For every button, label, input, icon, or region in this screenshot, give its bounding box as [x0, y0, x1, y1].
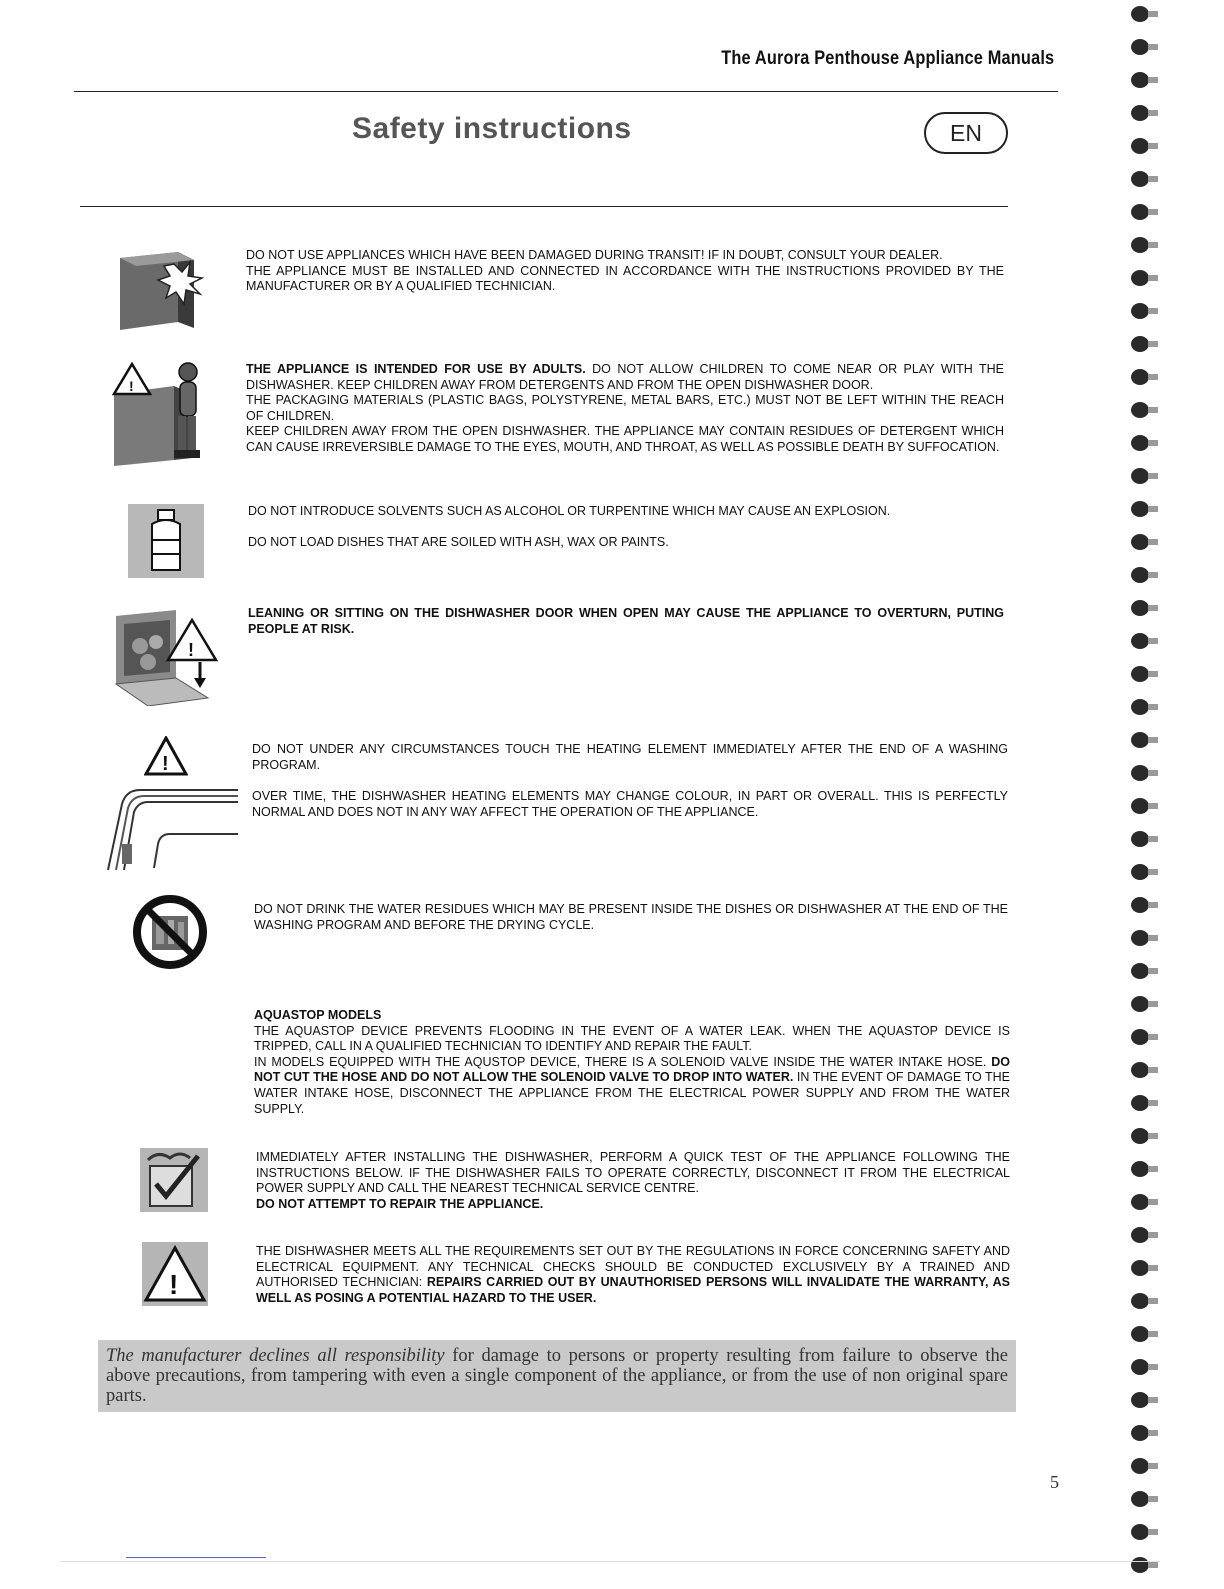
aquastop-p2 — [254, 1055, 1010, 1117]
binding-ring — [1131, 930, 1149, 946]
binding-hole — [1148, 209, 1158, 215]
binding-hole — [1148, 803, 1158, 809]
children-warning-p2: THE PACKAGING MATERIALS (PLASTIC BAGS, POLYSTYRENE, METAL BARS, ETC.) MUST NOT BE LEFT WITHIN THE REACH OF CHILDREN. — [246, 393, 1004, 423]
binding-hole — [1148, 1166, 1158, 1172]
binding-hole — [1148, 1001, 1158, 1007]
binding-ring — [1131, 1128, 1149, 1144]
binding-ring — [1131, 468, 1149, 484]
binding-hole — [1148, 1331, 1158, 1337]
binding-hole — [1148, 1529, 1158, 1535]
binding-hole — [1148, 374, 1158, 380]
binding-hole — [1148, 770, 1158, 776]
binding-hole — [1148, 143, 1158, 149]
binding-hole — [1148, 44, 1158, 50]
svg-text:!: ! — [129, 378, 134, 394]
binding-hole — [1148, 1100, 1158, 1106]
binding-hole — [1148, 11, 1158, 17]
heating-warning — [252, 742, 1008, 820]
binding-ring — [1131, 567, 1149, 583]
binding-ring — [1131, 39, 1149, 55]
binding-ring — [1131, 864, 1149, 880]
binding-ring — [1131, 765, 1149, 781]
binding-ring — [1131, 831, 1149, 847]
binding-ring — [1131, 666, 1149, 682]
binding-hole — [1148, 671, 1158, 677]
heating-element-icon — [100, 784, 240, 879]
solvents-warning — [248, 504, 1004, 550]
binding-hole — [1148, 836, 1158, 842]
transit-warning-p2: THE APPLIANCE MUST BE INSTALLED AND CONNECTED IN ACCORDANCE WITH THE INSTRUCTIONS PROVIDED BY THE MANUFACTURER OR BY A QUALIFIED TECHNICIAN. — [246, 263, 1004, 294]
binding-hole — [1148, 341, 1158, 347]
regulations-p1 — [256, 1244, 1010, 1306]
children-warning-p1 — [246, 362, 1004, 393]
door-warning-p1: LEANING OR SITTING ON THE DISHWASHER DOOR WHEN OPEN MAY CAUSE THE APPLIANCE TO OVERTURN, PUTING PEOPLE AT RISK. — [248, 606, 1004, 636]
water-warning-p1: DO NOT DRINK THE WATER RESIDUES WHICH MAY BE PRESENT INSIDE THE DISHES OR DISHWASHER AT THE END OF THE WASHING PROGRAM AND BEFORE THE DRYING CYCLE. — [254, 902, 1008, 932]
binding-ring — [1131, 1491, 1149, 1507]
binding-hole — [1148, 539, 1158, 545]
aquastop-section — [254, 1008, 1010, 1117]
quick-test-p1: IMMEDIATELY AFTER INSTALLING THE DISHWASHER, PERFORM A QUICK TEST OF THE APPLIANCE FOLLOWING THE INSTRUCTIONS BELOW. IF THE DISHWASHER FAILS TO OPERATE CORRECTLY, DISCONNECT IT FROM THE ELECTRICAL POWER SUPPLY AND CALL THE NEAREST TECHNICAL SERVICE CENTRE. — [256, 1150, 1010, 1196]
transit-warning — [246, 248, 1004, 295]
aquastop-p2-intro: IN MODELS EQUIPPED WITH THE AQUSTOP DEVICE, THERE IS A SOLENOID VALVE INSIDE THE WATER INTAKE HOSE. — [254, 1054, 992, 1069]
binding-ring — [1131, 402, 1149, 418]
binding-ring — [1131, 1227, 1149, 1243]
binding-ring — [1131, 633, 1149, 649]
binding-hole — [1148, 506, 1158, 512]
binding-ring — [1131, 1095, 1149, 1111]
spiral-binding — [1126, 0, 1162, 1584]
solvents-warning-p2: DO NOT LOAD DISHES THAT ARE SOILED WITH ASH, WAX OR PAINTS. — [248, 534, 669, 549]
binding-ring — [1131, 1557, 1149, 1573]
svg-text:!: ! — [188, 640, 194, 660]
disclaimer-text: for damage to persons or property resulting from failure to observe the above precautions, from tampering with even a single component of the appliance, or from the use of non original spare parts. — [106, 1346, 1009, 1406]
footer-rule — [60, 1561, 1160, 1562]
binding-ring — [1131, 798, 1149, 814]
solvent-bottle-icon — [128, 504, 204, 583]
binding-hole — [1148, 407, 1158, 413]
door-warning — [248, 606, 1004, 637]
binding-ring — [1131, 303, 1149, 319]
binding-ring — [1131, 897, 1149, 913]
binding-hole — [1148, 77, 1158, 83]
binding-ring — [1131, 270, 1149, 286]
binding-ring — [1131, 534, 1149, 550]
binding-ring — [1131, 963, 1149, 979]
binding-ring — [1131, 204, 1149, 220]
binding-hole — [1148, 308, 1158, 314]
binding-hole — [1148, 869, 1158, 875]
children-warning-lead: THE APPLIANCE IS INTENDED FOR USE BY ADULTS. — [246, 362, 586, 376]
footer-link-line — [126, 1557, 266, 1558]
binding-hole — [1148, 638, 1158, 644]
binding-ring — [1131, 1194, 1149, 1210]
binding-ring — [1131, 435, 1149, 451]
language-label: EN — [950, 119, 982, 146]
binding-ring — [1131, 1326, 1149, 1342]
title-rule — [80, 206, 1008, 207]
quick-test-p2: DO NOT ATTEMPT TO REPAIR THE APPLIANCE. — [256, 1196, 544, 1211]
page-title: Safety instructions — [352, 112, 632, 145]
binding-ring — [1131, 1458, 1149, 1474]
aquastop-heading: AQUASTOP MODELS — [254, 1008, 382, 1022]
hazard-triangle-icon — [144, 736, 188, 781]
binding-hole — [1148, 1133, 1158, 1139]
svg-text:!: ! — [169, 1269, 179, 1300]
binding-ring — [1131, 336, 1149, 352]
binding-ring — [1131, 1359, 1149, 1375]
disclaimer-banner — [98, 1340, 1016, 1412]
binding-ring — [1131, 501, 1149, 517]
binding-hole — [1148, 1364, 1158, 1370]
binding-hole — [1148, 1067, 1158, 1073]
binding-ring — [1131, 237, 1149, 253]
binding-ring — [1131, 1392, 1149, 1408]
binding-ring — [1131, 732, 1149, 748]
regulations-warning: REPAIRS CARRIED OUT BY UNAUTHORISED PERSONS WILL INVALIDATE THE WARRANTY, AS WELL AS POSING A POTENTIAL HAZARD TO THE USER. — [256, 1275, 1010, 1305]
binding-ring — [1131, 996, 1149, 1012]
binding-hole — [1148, 968, 1158, 974]
binding-hole — [1148, 1430, 1158, 1436]
binding-hole — [1148, 737, 1158, 743]
binding-hole — [1148, 935, 1158, 941]
binding-ring — [1131, 1029, 1149, 1045]
binding-ring — [1131, 171, 1149, 187]
regulations-section — [256, 1244, 1010, 1306]
page-number: 5 — [1050, 1472, 1059, 1492]
binding-hole — [1148, 1562, 1158, 1568]
binding-ring — [1131, 1260, 1149, 1276]
binding-ring — [1131, 6, 1149, 22]
solvents-warning-p1: DO NOT INTRODUCE SOLVENTS SUCH AS ALCOHOL OR TURPENTINE WHICH MAY CAUSE AN EXPLOSION. — [248, 504, 891, 518]
binding-hole — [1148, 440, 1158, 446]
disclaimer-italic: The manufacturer declines all responsibility — [106, 1346, 445, 1366]
binding-hole — [1148, 242, 1158, 248]
no-drinking-icon — [132, 894, 208, 975]
aquastop-p2-warning: DO NOT CUT THE HOSE AND DO NOT ALLOW THE SOLENOID VALVE TO DROP INTO WATER. — [254, 1054, 1010, 1085]
binding-hole — [1148, 1034, 1158, 1040]
binding-ring — [1131, 1062, 1149, 1078]
binding-ring — [1131, 72, 1149, 88]
binding-ring — [1131, 105, 1149, 121]
binding-hole — [1148, 1265, 1158, 1271]
binding-ring — [1131, 1293, 1149, 1309]
language-badge — [924, 112, 1008, 154]
binding-hole — [1148, 176, 1158, 182]
binding-ring — [1131, 138, 1149, 154]
header-rule — [74, 91, 1058, 92]
binding-ring — [1131, 699, 1149, 715]
children-warning-text: DO NOT ALLOW CHILDREN TO COME NEAR OR PLAY WITH THE DISHWASHER. KEEP CHILDREN AWAY FROM DETERGENTS AND FROM THE OPEN DISHWASHER DOOR. — [246, 362, 1004, 392]
transit-warning-p1: DO NOT USE APPLIANCES WHICH HAVE BEEN DAMAGED DURING TRANSIT! IF IN DOUBT, CONSULT YOUR DEALER. — [246, 248, 943, 262]
binding-ring — [1131, 1524, 1149, 1540]
binding-ring — [1131, 600, 1149, 616]
children-warning-p3: KEEP CHILDREN AWAY FROM THE OPEN DISHWASHER. THE APPLIANCE MAY CONTAIN RESIDUES OF DETERGENT WHICH CAN CAUSE IRREVERSIBLE DAMAGE TO THE EYES, MOUTH, AND THROAT, AS WELL AS POSSIBLE DEATH BY SUFFOCATION. — [246, 424, 1004, 454]
binding-ring — [1131, 369, 1149, 385]
heating-warning-p1: DO NOT UNDER ANY CIRCUMSTANCES TOUCH THE HEATING ELEMENT IMMEDIATELY AFTER THE END OF A WASHING PROGRAM. — [252, 742, 1008, 772]
children-warning — [246, 362, 1004, 456]
binding-hole — [1148, 902, 1158, 908]
binding-hole — [1148, 1496, 1158, 1502]
damaged-appliance-icon — [114, 244, 208, 341]
binding-hole — [1148, 110, 1158, 116]
water-warning — [254, 902, 1008, 933]
aquastop-p1: THE AQUASTOP DEVICE PREVENTS FLOODING IN THE EVENT OF A WATER LEAK. WHEN THE AQUASTOP DEVICE IS TRIPPED, CALL IN A QUALIFIED TECHNICIAN TO IDENTIFY AND REPAIR THE FAULT. — [254, 1023, 1010, 1054]
warning-triangle-icon — [142, 1242, 208, 1311]
binding-hole — [1148, 1463, 1158, 1469]
regulations-text: THE DISHWASHER MEETS ALL THE REQUIREMENTS SET OUT BY THE REGULATIONS IN FORCE CONCERNING SAFETY AND ELECTRICAL EQUIPMENT. ANY TECHNICAL CHECKS SHOULD BE CONDUCTED EXCLUSIVELY BY A TRAINED AND AUTHORISED TECHNICIAN: — [256, 1244, 1010, 1290]
binding-hole — [1148, 1232, 1158, 1238]
binding-hole — [1148, 572, 1158, 578]
binding-hole — [1148, 1298, 1158, 1304]
open-door-warning-icon — [112, 606, 218, 711]
svg-text:!: ! — [162, 753, 169, 775]
child-warning-icon — [108, 360, 212, 471]
manual-header-title: The Aurora Penthouse Appliance Manuals — [720, 48, 1054, 69]
binding-ring — [1131, 1425, 1149, 1441]
binding-ring — [1131, 1161, 1149, 1177]
quick-test-section — [256, 1150, 1010, 1212]
binding-hole — [1148, 275, 1158, 281]
binding-hole — [1148, 1199, 1158, 1205]
aquastop-p2-rest: IN THE EVENT OF DAMAGE TO THE WATER INTAKE HOSE, DISCONNECT THE APPLIANCE FROM THE ELECTRICAL POWER SUPPLY AND FROM THE WATER SUPPLY. — [254, 1070, 1010, 1116]
heating-warning-p2: OVER TIME, THE DISHWASHER HEATING ELEMENTS MAY CHANGE COLOUR, IN PART OR OVERALL. THIS IS PERFECTLY NORMAL AND DOES NOT IN ANY WAY AFFECT THE OPERATION OF THE APPLIANCE. — [252, 789, 1008, 819]
binding-hole — [1148, 1397, 1158, 1403]
binding-hole — [1148, 473, 1158, 479]
binding-hole — [1148, 605, 1158, 611]
binding-hole — [1148, 704, 1158, 710]
checklist-icon — [140, 1148, 208, 1217]
